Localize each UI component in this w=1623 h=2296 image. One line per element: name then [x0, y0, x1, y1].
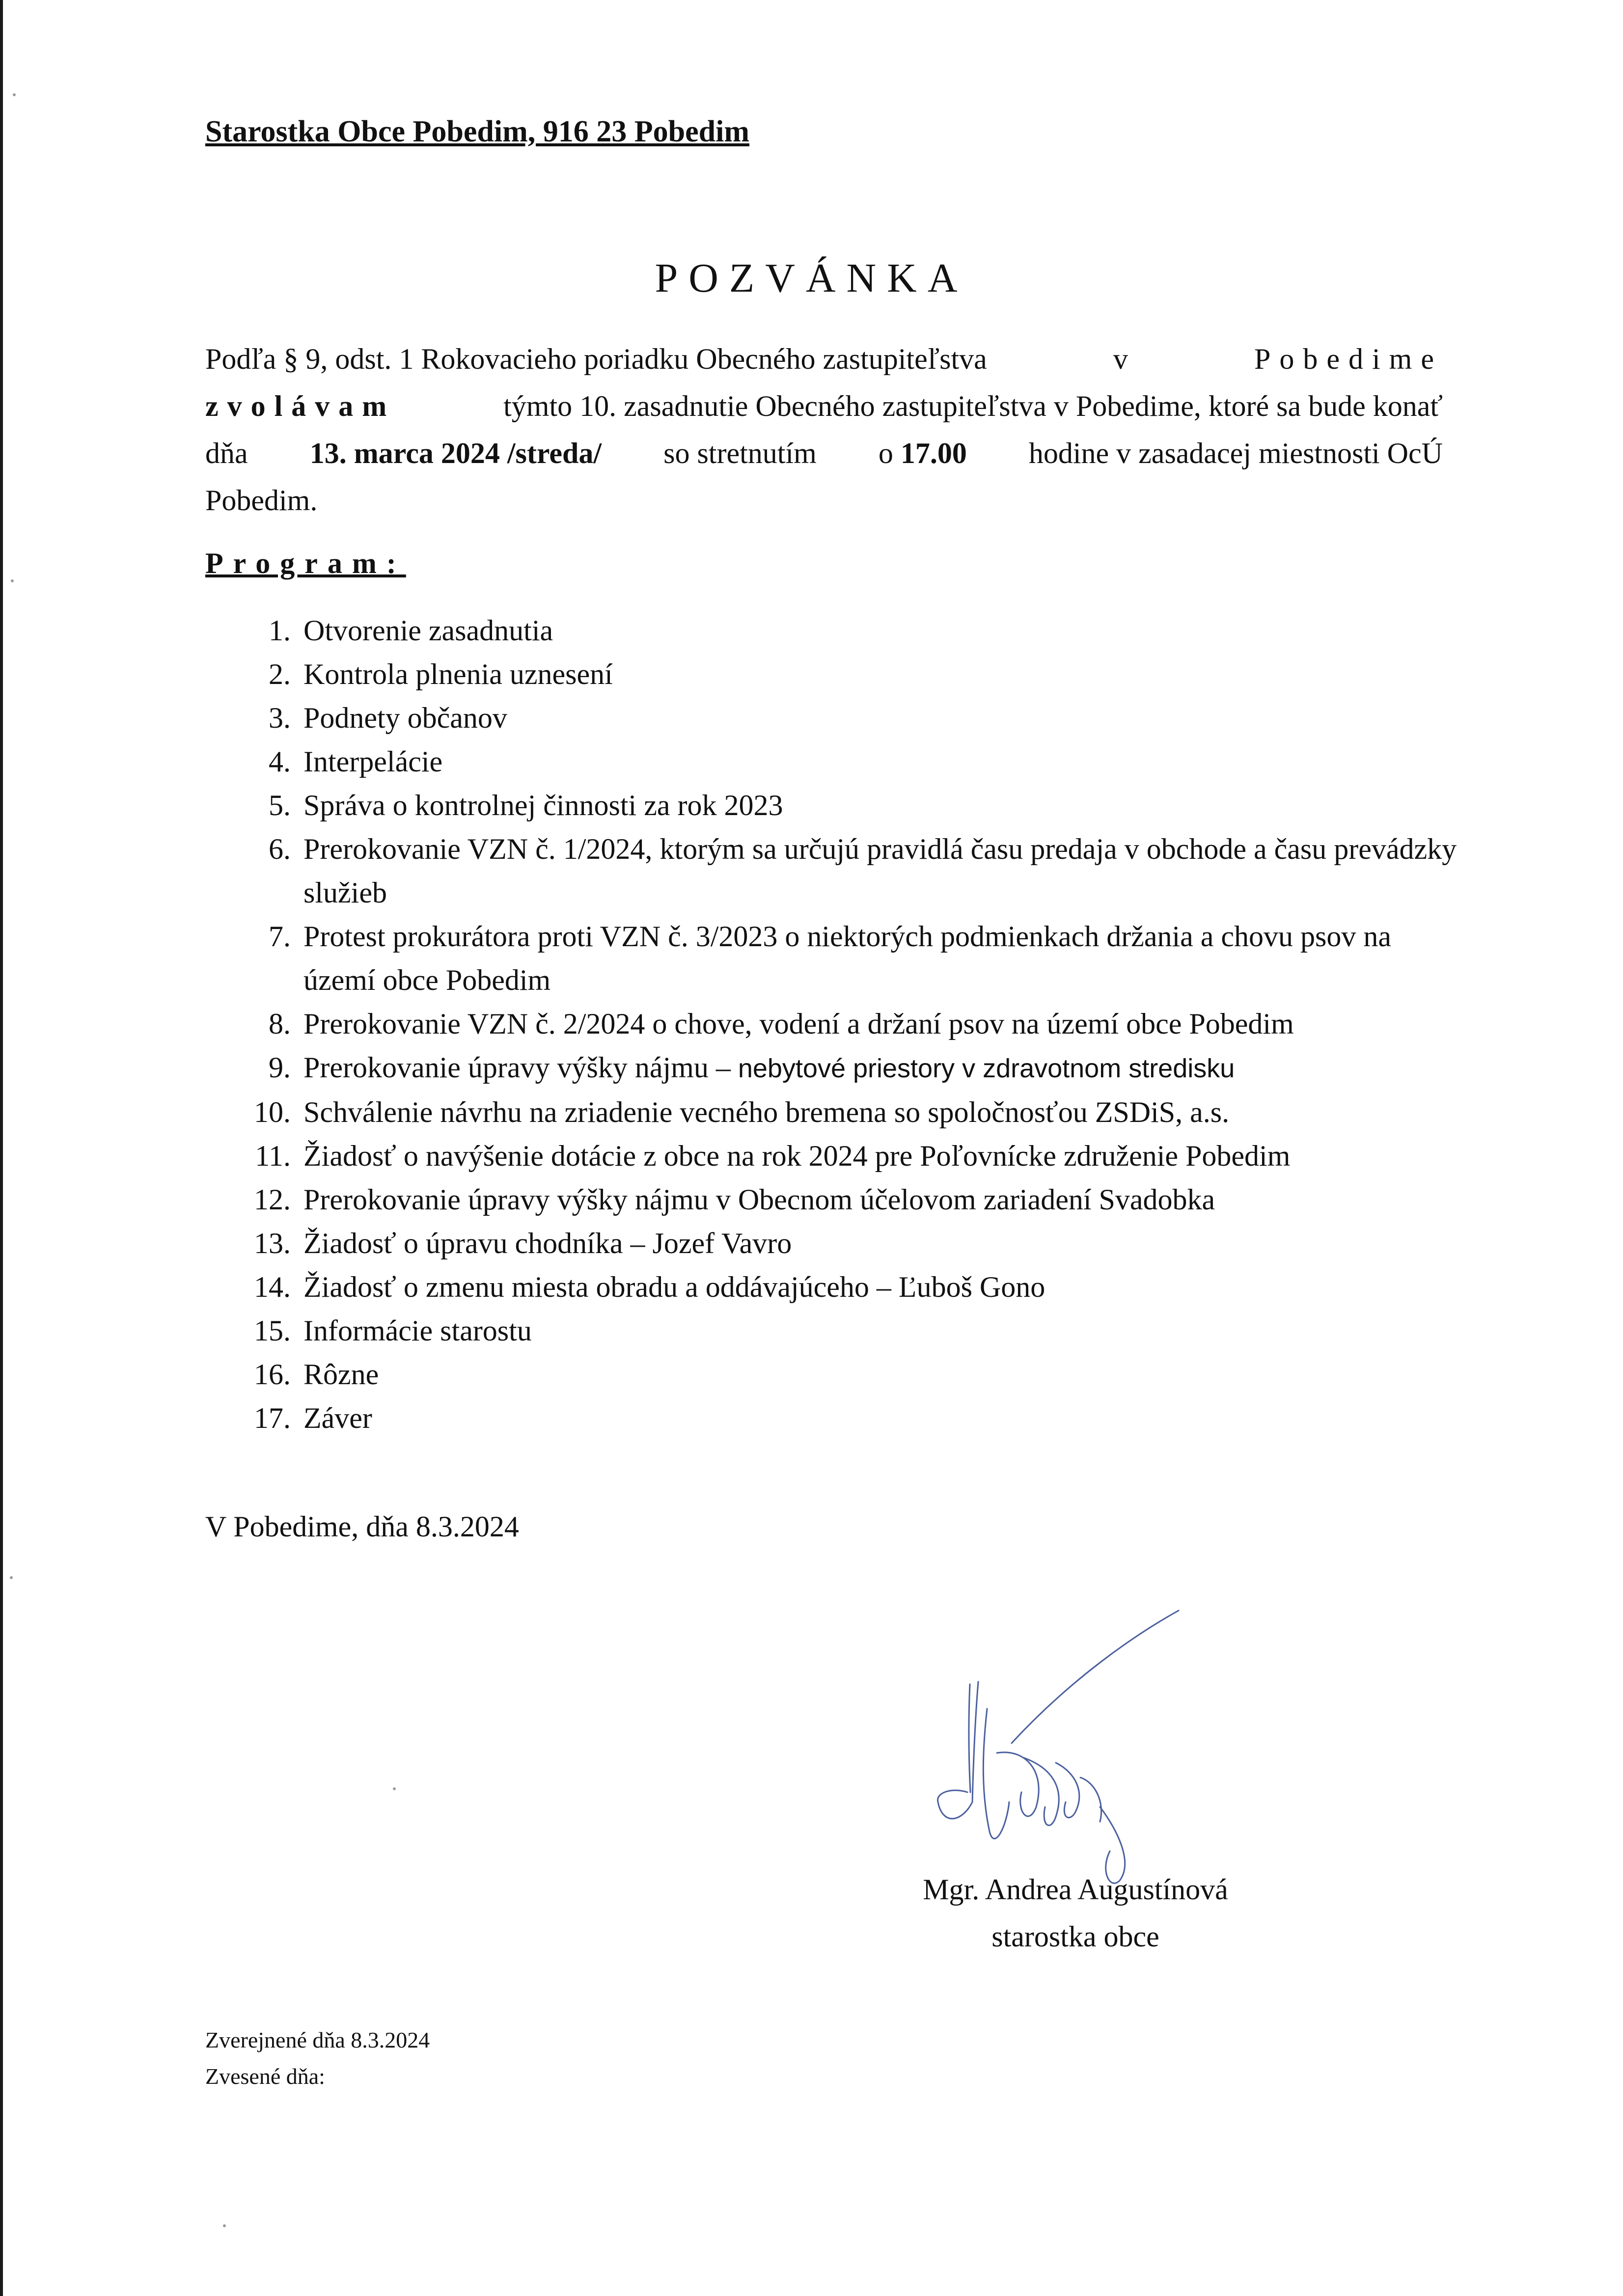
posting-info	[205, 2022, 430, 2095]
agenda-item	[246, 1396, 1463, 1440]
agenda-item-number: 7.	[269, 920, 291, 953]
published-date: Zverejnené dňa 8.3.2024	[205, 2027, 430, 2052]
agenda-item-text: Kontrola plnenia uznesení	[303, 658, 613, 690]
agenda-item	[246, 915, 1463, 1002]
scan-speck	[10, 1576, 13, 1579]
agenda-item-number: 17.	[254, 1402, 291, 1434]
agenda-item-text: Informácie starostu	[303, 1314, 532, 1347]
intro-line	[205, 481, 1443, 528]
agenda-item-text: Prerokovanie úpravy výšky nájmu v Obecnom účelovom zariadení Svadobka	[303, 1183, 1215, 1216]
agenda-item-number: 13.	[254, 1227, 291, 1259]
agenda-list	[246, 609, 1463, 1440]
signature	[923, 1596, 1198, 1900]
agenda-item	[246, 1046, 1463, 1091]
agenda-item-number: 9.	[269, 1051, 291, 1084]
agenda-item	[246, 1265, 1463, 1309]
agenda-item	[246, 827, 1463, 915]
intro-text: dňa	[205, 437, 248, 469]
agenda-item	[246, 609, 1463, 653]
signatory-name: Mgr. Andrea Augustínová	[923, 1873, 1228, 1906]
agenda-item	[246, 1309, 1463, 1353]
scan-speck	[223, 2224, 226, 2227]
agenda-item	[246, 1091, 1463, 1134]
agenda-item-number: 4.	[269, 745, 291, 778]
agenda-item-text: Správa o kontrolnej činnosti za rok 2023	[303, 789, 783, 821]
agenda-item	[246, 740, 1463, 784]
removed-date: Zvesené dňa:	[205, 2064, 325, 2089]
agenda-item	[246, 1134, 1463, 1178]
agenda-item-number: 3.	[269, 702, 291, 734]
intro-text: so stretnutím	[663, 437, 817, 469]
agenda-item-text: Prerokovanie VZN č. 1/2024, ktorým sa určujú pravidlá času predaja v obchode a času prevádzky služieb	[303, 833, 1457, 909]
agenda-item-number: 14.	[254, 1271, 291, 1303]
agenda-item-number: 11.	[255, 1140, 291, 1172]
scan-edge	[0, 0, 3, 2296]
agenda-item-text: Rôzne	[303, 1358, 379, 1391]
scan-speck	[13, 93, 16, 96]
agenda-item-text: Interpelácie	[303, 745, 443, 778]
meeting-time: 17.00	[900, 437, 967, 469]
agenda-item	[246, 1002, 1463, 1046]
agenda-item-text: Žiadosť o úpravu chodníka – Jozef Vavro	[303, 1227, 792, 1259]
agenda-item-number: 8.	[269, 1008, 291, 1040]
agenda-item	[246, 784, 1463, 827]
agenda-item	[246, 653, 1463, 696]
meeting-date: 13. marca 2024 /streda/	[309, 437, 602, 469]
agenda-item	[246, 1222, 1463, 1265]
agenda-item-text: Protest prokurátora proti VZN č. 3/2023 o niektorých podmienkach držania a chovu psov na území obce Pobedim	[303, 920, 1391, 996]
agenda-item-text: Podnety občanov	[303, 702, 507, 734]
intro-line	[205, 434, 1443, 481]
agenda-item-text: Prerokovanie VZN č. 2/2024 o chove, vodení a držaní psov na území obce Pobedim	[303, 1008, 1294, 1040]
agenda-item-number: 12.	[254, 1183, 291, 1216]
place-date: V Pobedime, dňa 8.3.2024	[205, 1510, 519, 1543]
sender-address: Starostka Obce Pobedim, 916 23 Pobedim	[205, 115, 749, 148]
signatory-role: starostka obce	[991, 1920, 1159, 1953]
agenda-item-number: 2.	[269, 658, 291, 690]
intro-text: Pobedim.	[205, 484, 318, 517]
program-heading: Program:	[205, 547, 406, 579]
intro-text: o	[878, 437, 893, 469]
document-title: POZVÁNKA	[655, 255, 968, 301]
intro-convene: zvolávam	[205, 390, 396, 422]
agenda-item-text: Záver	[303, 1402, 372, 1434]
agenda-item-number: 1.	[269, 614, 291, 647]
intro-text: týmto 10. zasadnutie Obecného zastupiteľstva v Pobedime, ktoré sa bude konať	[503, 390, 1443, 422]
agenda-item-text: Prerokovanie úpravy výšky nájmu –	[303, 1051, 731, 1084]
agenda-item-text: Žiadosť o navýšenie dotácie z obce na rok 2024 pre Poľovnícke združenie Pobedim	[303, 1140, 1291, 1172]
intro-text: Podľa § 9, odst. 1 Rokovacieho poriadku Obecného zastupiteľstva	[205, 343, 987, 375]
intro-place-spaced: Pobedime	[1254, 343, 1443, 375]
intro-paragraph	[205, 340, 1443, 528]
agenda-item-text: Otvorenie zasadnutia	[303, 614, 553, 647]
agenda-item	[246, 1353, 1463, 1396]
agenda-item	[246, 1178, 1463, 1222]
intro-line	[205, 340, 1443, 387]
agenda-item-text: Schválenie návrhu na zriadenie vecného bremena so spoločnosťou ZSDiS, a.s.	[303, 1096, 1230, 1128]
agenda-item-text: Žiadosť o zmenu miesta obradu a oddávajúceho – Ľuboš Gono	[303, 1271, 1045, 1303]
intro-text: hodine v zasadacej miestnosti OcÚ	[1028, 437, 1443, 469]
signatory-block	[835, 1866, 1316, 1960]
agenda-item-number: 15.	[254, 1314, 291, 1347]
agenda-item-number: 10.	[254, 1096, 291, 1128]
scan-speck	[393, 1787, 396, 1790]
agenda-item	[246, 696, 1463, 740]
scan-speck	[11, 579, 14, 582]
agenda-item-number: 6.	[269, 833, 291, 865]
agenda-item-number: 16.	[254, 1358, 291, 1391]
intro-text: v	[1113, 343, 1128, 375]
agenda-item-number: 5.	[269, 789, 291, 821]
agenda-item-text-sans: nebytové priestory v zdravotnom stredisku	[730, 1054, 1235, 1083]
intro-line	[205, 387, 1443, 434]
